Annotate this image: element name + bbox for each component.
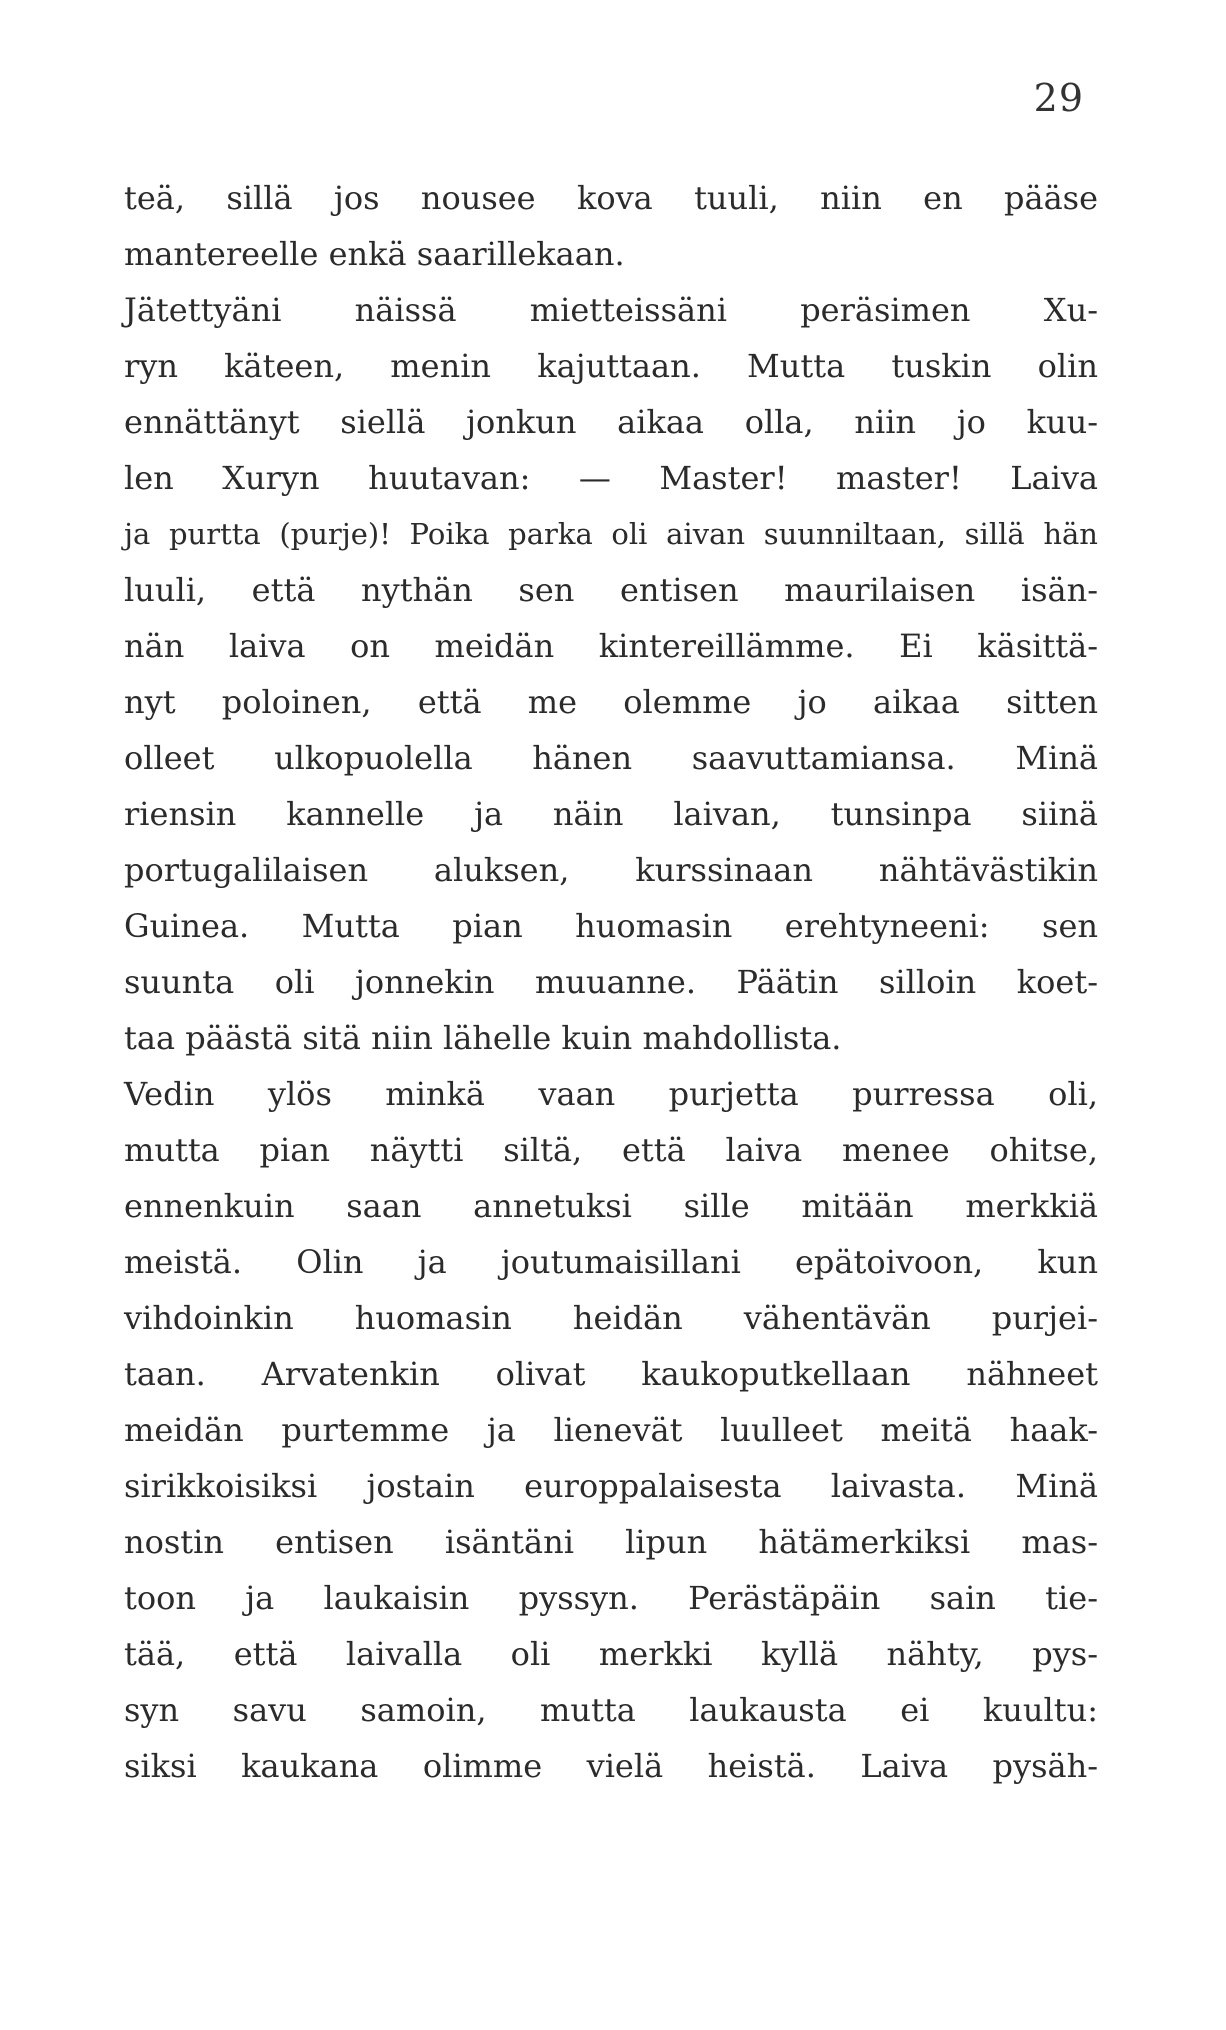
text-line: olleet ulkopuolella hänen saavuttamiansa. Minä xyxy=(124,739,1098,777)
text-line: sirikkoisiksi jostain europpalaisesta laivasta. Minä xyxy=(124,1467,1098,1505)
text-line: taan. Arvatenkin olivat kaukoputkellaan nähneet xyxy=(124,1355,1098,1393)
text-line: suunta oli jonnekin muuanne. Päätin silloin koet- xyxy=(124,963,1098,1001)
text-line: syn savu samoin, mutta laukausta ei kuultu: xyxy=(124,1691,1098,1729)
text-line: teä, sillä jos nousee kova tuuli, niin en pääse xyxy=(124,179,1098,217)
text-line: taa päästä sitä niin lähelle kuin mahdollista. xyxy=(124,1019,842,1057)
text-line: mantereelle enkä saarillekaan. xyxy=(124,235,625,273)
page-number: 29 xyxy=(1033,76,1084,120)
text-line: ennättänyt siellä jonkun aikaa olla, niin jo kuu- xyxy=(124,403,1098,441)
text-line: riensin kannelle ja näin laivan, tunsinpa siinä xyxy=(124,795,1098,833)
body-text xyxy=(124,170,1098,1794)
text-line: luuli, että nythän sen entisen maurilaisen isän- xyxy=(124,571,1098,609)
text-line: nyt poloinen, että me olemme jo aikaa sitten xyxy=(124,683,1098,721)
text-line: meistä. Olin ja joutumaisillani epätoivoon, kun xyxy=(124,1243,1098,1281)
text-line: nän laiva on meidän kintereillämme. Ei käsittä- xyxy=(124,627,1098,665)
text-line: Guinea. Mutta pian huomasin erehtyneeni: sen xyxy=(124,907,1098,945)
text-line: ja purtta (purje)! Poika parka oli aivan suunniltaan, sillä hän xyxy=(124,517,1098,551)
text-line: meidän purtemme ja lienevät luulleet meitä haak- xyxy=(124,1411,1098,1449)
text-line: toon ja laukaisin pyssyn. Perästäpäin sain tie- xyxy=(124,1579,1098,1617)
text-line: nostin entisen isäntäni lipun hätämerkiksi mas- xyxy=(124,1523,1098,1561)
text-line: siksi kaukana olimme vielä heistä. Laiva pysäh- xyxy=(124,1747,1098,1785)
text-line: Vedin ylös minkä vaan purjetta purressa oli, xyxy=(124,1075,1098,1113)
text-line: len Xuryn huutavan: — Master! master! Laiva xyxy=(124,459,1098,497)
text-line: ennenkuin saan annetuksi sille mitään merkkiä xyxy=(124,1187,1098,1225)
text-line: portugalilaisen aluksen, kurssinaan nähtävästikin xyxy=(124,851,1098,889)
text-line: tää, että laivalla oli merkki kyllä nähty, pys- xyxy=(124,1635,1098,1673)
text-line: vihdoinkin huomasin heidän vähentävän purjei- xyxy=(124,1299,1098,1337)
text-line: ryn käteen, menin kajuttaan. Mutta tuskin olin xyxy=(124,347,1098,385)
text-line: mutta pian näytti siltä, että laiva menee ohitse, xyxy=(124,1131,1098,1169)
text-line: Jätettyäni näissä mietteissäni peräsimen Xu- xyxy=(124,291,1098,329)
